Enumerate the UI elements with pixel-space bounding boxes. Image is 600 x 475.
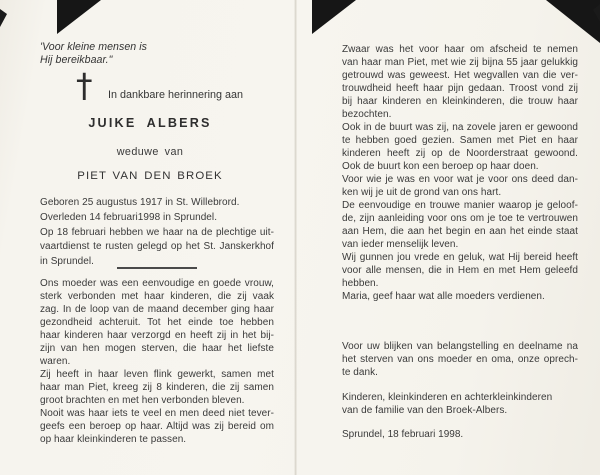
- text-line: in Sprundel.: [40, 256, 94, 268]
- text-line: Maria, geef haar wat alle moeders verdienen.: [342, 291, 545, 302]
- text-line: kinderen heeft zij op de Noorderstraat gewoond.: [342, 148, 578, 159]
- text-line: 'Voor kleine mensen is: [40, 41, 147, 53]
- text-line: groot brachten en met hen verbonden bleven.: [40, 395, 245, 406]
- text-line: Ook in de buurt was zij, na zovele jaren er gewoond: [342, 122, 578, 133]
- cross-icon: †: [76, 66, 93, 105]
- text-line: zag. In de loop van de maand december ging haar: [40, 304, 274, 315]
- family-signature: [342, 391, 578, 417]
- opening-quote: [40, 41, 220, 66]
- place-dateline: Sprundel, 18 februari 1998.: [342, 429, 464, 440]
- text-line: op haar kleinkinderen te passen.: [40, 434, 187, 445]
- text-line: aan Hem, die aan het begin en aan het einde staat: [342, 226, 578, 237]
- text-line: sterk verbonden met haar kinderen, die zij vaak: [40, 291, 274, 302]
- text-line: Voor wie je was en voor wat je voor ons deed dan-: [342, 174, 578, 185]
- text-line: het sterven van ons moeder en oma, onze oprech-: [342, 354, 578, 365]
- birth-death-block: [40, 196, 274, 270]
- relation-label: weduwe van: [116, 146, 184, 158]
- text-line: Nooit was haar iets te veel en men deed niet tever-: [40, 408, 274, 419]
- text-line: Wij gunnen jou vrede en geluk, wat Hij bereid heeft: [342, 252, 578, 263]
- text-line: van haar man Piet, met wie zij bijna 55 jaar gelukkig: [342, 57, 578, 68]
- text-line: trouwdheid heeft haar pijn gedaan. Troost vond zij: [342, 83, 578, 94]
- text-line: te dank.: [342, 367, 378, 378]
- text-line: te hebben goed gezien. Samen met Piet en haar: [342, 135, 578, 146]
- text-line: de, zijn aanleiding voor ons om je toe te vertrouwen: [342, 213, 578, 224]
- text-line: Voor uw blijken van belangstelling en deelname na: [342, 341, 578, 352]
- text-line: Geboren 25 augustus 1917 in St. Willebrord.: [40, 197, 240, 208]
- card-fold-line: [294, 0, 297, 475]
- text-line: van de familie van den Broek-Albers.: [342, 405, 508, 416]
- text-line: waren.: [40, 356, 71, 367]
- remembrance-intro: In dankbare herinnering aan: [108, 89, 244, 101]
- text-line: Zij heeft in haar leven flink gewerkt, samen met: [40, 369, 274, 380]
- text-line: ken wij je uit de grond van ons hart.: [342, 187, 502, 198]
- text-line: bij haar kinderen en kleinkinderen, die trouw haar: [342, 96, 578, 107]
- text-line: Kinderen, kleinkinderen en achterkleinkinderen: [342, 392, 553, 403]
- photo-corner-mark-right: [546, 0, 600, 43]
- acknowledgement-text: [342, 340, 578, 379]
- divider-line: [117, 267, 197, 269]
- text-line: Ook de buurt kon een beroep op haar doen.: [342, 161, 539, 172]
- text-line: van ieder menselijk leven.: [342, 239, 459, 250]
- text-line: Hij bereikbaar.": [40, 53, 113, 66]
- text-line: Overleden 14 februari1998 in Sprundel.: [40, 211, 218, 223]
- text-line: Op 18 februari hebben we haar na de plechtige uit-: [40, 226, 274, 238]
- text-line: Ons moeder was een eenvoudige en goede vrouw,: [40, 278, 274, 289]
- text-line: voor alle mensen, die in Hem en met Hem geleefd: [342, 265, 578, 276]
- text-line: geefs een beroep op haar. Altijd was zij bereid om: [40, 421, 274, 432]
- photo-corner-mark-middle: [312, 0, 356, 34]
- text-line: De eenvoudige en trouwe manier waarop je geloof-: [342, 200, 578, 211]
- left-body-text: [40, 277, 274, 446]
- text-line: gezondheid achteruit. Tot het einde toe hebben: [40, 317, 274, 328]
- text-line: bezochten.: [342, 109, 392, 120]
- text-line: vaartdienst te rusten gelegd op het St. Janskerkhof: [40, 241, 274, 253]
- photo-corner-mark-left: [57, 0, 101, 34]
- text-line: getrouwd was geweest. Het wegvallen van die ver-: [342, 70, 578, 81]
- deceased-name: JUIKE ALBERS: [88, 116, 212, 130]
- scan-edge-mark-left: [0, 9, 7, 27]
- text-line: zijn van hen mogen sterven, die haar het liefste: [40, 343, 274, 354]
- text-line: Zwaar was het voor haar om afscheid te nemen: [342, 44, 578, 55]
- right-body-text: [342, 43, 578, 303]
- text-line: haar kinderen haar verzorgd en heeft zij in het bij-: [40, 330, 274, 341]
- text-line: hebben.: [342, 278, 379, 289]
- text-line: haar man Piet, kreeg zij 8 kinderen, die zij samen: [40, 382, 274, 393]
- spouse-name: PIET VAN DEN BROEK: [77, 170, 223, 182]
